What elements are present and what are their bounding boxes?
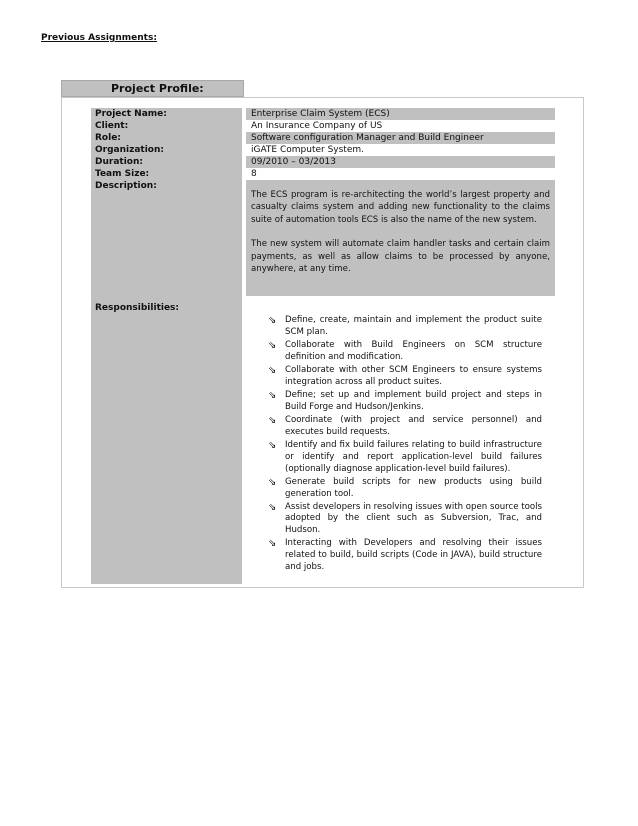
- arrow-bullet-icon: ⇘: [268, 538, 277, 550]
- list-item: [265, 538, 542, 573]
- list-item: [265, 390, 542, 414]
- list-item: [265, 477, 542, 501]
- arrow-bullet-icon: ⇘: [268, 439, 277, 451]
- organization-label: Organization:: [95, 145, 164, 155]
- description-paragraph: The ECS program is re-architecting the world’s largest property and casualty claims system and adding new functionality to the claims suite of automation tools ECS is also the name of the new system.: [251, 190, 550, 225]
- arrow-bullet-icon: ⇘: [268, 364, 277, 376]
- responsibility-text: Generate build scripts for new products using build generation tool.: [285, 476, 542, 499]
- organization-value: iGATE Computer System.: [251, 145, 365, 155]
- responsibility-text: Collaborate with other SCM Engineers to ensure systems integration across all product suites.: [285, 364, 542, 387]
- list-item: [265, 340, 542, 364]
- arrow-bullet-icon: ⇘: [268, 414, 277, 426]
- arrow-bullet-icon: ⇘: [268, 476, 277, 488]
- project-name-value: Enterprise Claim System (ECS): [246, 108, 555, 120]
- list-item: [265, 415, 542, 439]
- responsibilities-label: Responsibilities:: [95, 303, 180, 313]
- arrow-bullet-icon: ⇘: [268, 389, 277, 401]
- duration-value: 09/2010 – 03/2013: [246, 156, 555, 168]
- arrow-bullet-icon: ⇘: [268, 501, 277, 513]
- responsibility-text: Identify and fix build failures relating to build infrastructure or identify and report application-level build failures (optionally diagnose application-level build failures).: [285, 439, 542, 474]
- list-item: [265, 440, 542, 475]
- client-label: Client:: [95, 121, 129, 131]
- responsibility-text: Coordinate (with project and service personnel) and executes build requests.: [285, 414, 542, 437]
- role-label: Role:: [95, 133, 121, 143]
- arrow-bullet-icon: ⇘: [268, 315, 277, 326]
- project-profile-tab: Project Profile:: [61, 80, 244, 97]
- description-paragraph: The new system will automate claim handler tasks and certain claim payments, as well as allow claims to be processed by anyone, anywhere, at any time.: [251, 239, 550, 275]
- list-item: [265, 365, 542, 389]
- description-label: Description:: [95, 181, 157, 191]
- role-value: Software configuration Manager and Build Engineer: [246, 132, 555, 144]
- duration-label: Duration:: [95, 157, 143, 167]
- responsibility-text: Assist developers in resolving issues with open source tools adopted by the client such as Subversion, Trac, and Hudson.: [285, 501, 542, 536]
- responsibility-text: Define, create, maintain and implement the product suite SCM plan.: [285, 315, 542, 337]
- list-item: [265, 315, 542, 339]
- responsibility-text: Define; set up and implement build project and steps in Build Forge and Hudson/Jenkins.: [285, 389, 542, 412]
- responsibility-text: Interacting with Developers and resolving their issues related to build, build scripts (Code in JAVA), build structure and jobs.: [285, 538, 542, 573]
- client-value: An Insurance Company of US: [251, 121, 383, 131]
- responsibilities-list: [265, 315, 542, 575]
- arrow-bullet-icon: ⇘: [268, 339, 277, 351]
- section-heading: Previous Assignments:: [41, 33, 157, 43]
- responsibility-text: Collaborate with Build Engineers on SCM structure definition and modification.: [285, 339, 542, 362]
- list-item: [265, 502, 542, 537]
- team-size-value: 8: [251, 169, 257, 179]
- description-block: [246, 180, 555, 296]
- team-size-label: Team Size:: [95, 169, 150, 179]
- project-name-label: Project Name:: [95, 109, 167, 119]
